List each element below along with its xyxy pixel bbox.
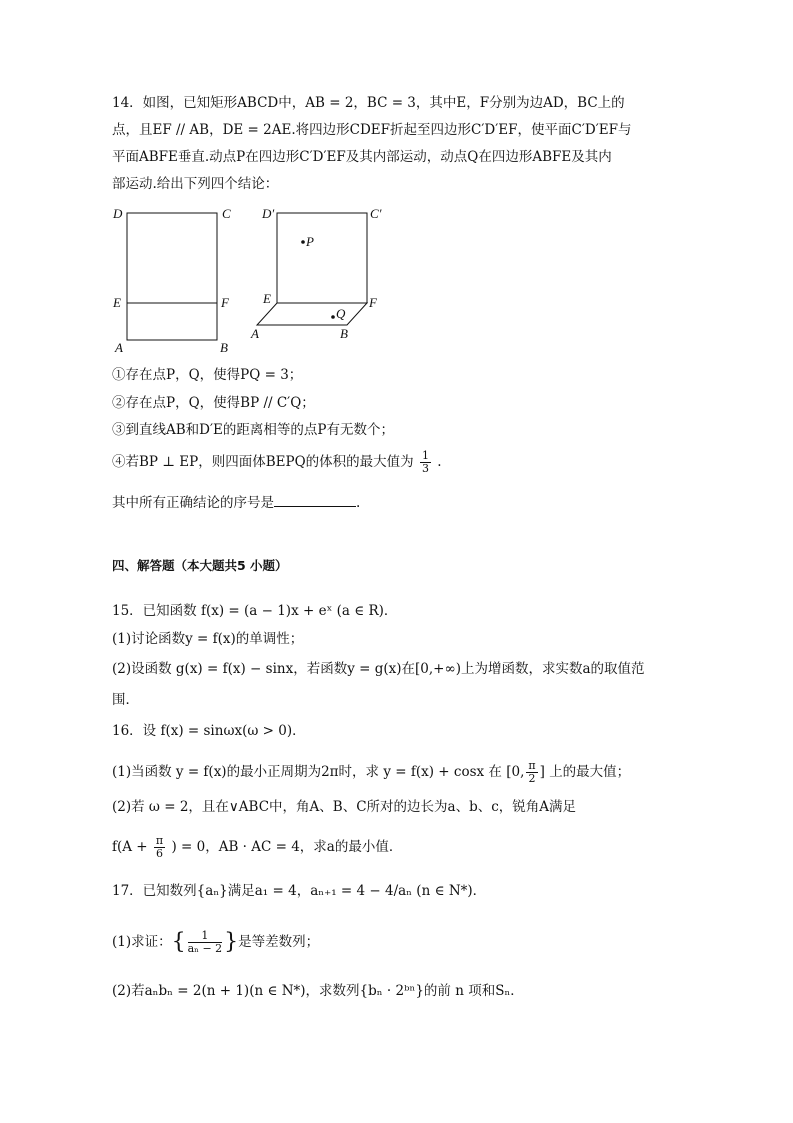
q16-l4-pre: f(A + <box>112 839 148 855</box>
label-a: A <box>115 340 123 355</box>
label-f-right: F <box>369 295 377 310</box>
q16-int-r: ] <box>539 764 545 780</box>
q16-line3: (2)若 ω = 2，且在∨ABC中，角A、B、C所对的边长为a、b、c，锐角A满足 <box>112 799 577 815</box>
label-d-prime: D′ <box>262 206 275 221</box>
fraction-pi-2 <box>526 760 537 785</box>
q15-line2: (1)讨论函数y = f(x)的单调性； <box>112 631 304 647</box>
brace-left: { <box>171 929 186 955</box>
frac-num: π <box>155 834 164 847</box>
label-b: B <box>220 340 228 355</box>
label-d: D <box>113 206 123 221</box>
q16-l2-pre: (1)当函数 y = f(x)的最小正周期为2π时，求 y = f(x) + cosx 在 <box>112 764 502 780</box>
q14-ask <box>112 492 360 513</box>
para-abfe <box>257 303 367 325</box>
label-e-right: E <box>263 291 271 306</box>
q14-line2: 点，且EF // AB，DE = 2AE.将四边形CDEF折起至四边形C′D′EF，使平面C′D′EF与 <box>112 122 632 138</box>
frac-den: 2 <box>528 772 536 785</box>
q17-line2 <box>112 930 319 955</box>
q16-line4 <box>112 835 402 860</box>
frac-num: π <box>528 759 536 772</box>
q16-l2-post: 上的最大值； <box>549 764 631 780</box>
label-a-right: A <box>251 326 259 341</box>
q14-figure <box>110 200 410 360</box>
label-b-right: B <box>340 326 348 341</box>
c4-text: ④若BP ⊥ EP，则四面体BEPQ的体积的最大值为 <box>112 454 414 470</box>
q14-conclusion-3: ③到直线AB和D′E的距离相等的点P有无数个； <box>112 422 394 438</box>
label-f: F <box>221 295 229 310</box>
q14-line3: 平面ABFE垂直.动点P在四边形C′D′EF及其内部运动，动点Q在四边形ABFE及其内 <box>112 149 612 165</box>
label-e: E <box>113 295 121 310</box>
frac-num: 1 <box>188 930 223 943</box>
point-q <box>331 315 335 319</box>
ask-end: . <box>356 495 361 511</box>
q14-line4: 部运动.给出下列四个结论： <box>112 176 279 192</box>
q17-line3: (2)若aₙbₙ = 2(n + 1)(n ∈ N*)，求数列{bₙ · 2ᵇⁿ}的前 n 项和Sₙ． <box>112 983 524 999</box>
q16-line2 <box>112 760 630 785</box>
q16-l4-post: ) = 0，AB · AC = 4，求a的最小值． <box>171 839 403 855</box>
q15-line4: 围． <box>112 692 139 708</box>
rect-cdef-folded <box>277 213 367 303</box>
q14-line1: 14．如图，已知矩形ABCD中，AB = 2，BC = 3，其中E，F分别为边AD，BC上的 <box>112 95 625 111</box>
frac-num: 1 <box>421 449 429 462</box>
q15-line3: (2)设函数 g(x) = f(x) − sinx，若函数y = g(x)在[0,+∞)上为增函数，求实数a的取值范 <box>112 661 645 677</box>
q14-conclusion-1: ①存在点P，Q，使得PQ = 3； <box>112 367 303 383</box>
section-title: 四、解答题（本大题共5 小题） <box>112 558 288 573</box>
label-c: C <box>222 206 231 221</box>
frac-den: aₙ − 2 <box>187 942 223 955</box>
label-q: Q <box>336 306 346 321</box>
label-p: P <box>306 234 314 249</box>
q17-l2-post: 是等差数列； <box>238 934 320 950</box>
brace-right: } <box>224 929 239 955</box>
q16-line1: 16．设 f(x) = sinωx(ω > 0)． <box>112 723 306 739</box>
ask-text: 其中所有正确结论的序号是 <box>112 495 274 511</box>
q15-line1: 15．已知函数 f(x) = (a − 1)x + eˣ (a ∈ R)． <box>112 603 398 619</box>
q14-conclusion-4 <box>112 450 442 475</box>
q17-l2-pre: (1)求证： <box>112 934 172 950</box>
frac-den: 6 <box>156 847 164 860</box>
answer-blank <box>274 492 356 507</box>
q14-conclusion-2: ②存在点P，Q，使得BP // C′Q； <box>112 395 315 411</box>
q17-line1: 17．已知数列{aₙ}满足a₁ = 4，aₙ₊₁ = 4 − 4/aₙ (n ∈ N*)． <box>112 883 487 899</box>
rect-abcd <box>127 213 217 340</box>
label-c-prime: C′ <box>370 206 382 221</box>
fraction-one-third <box>420 450 431 475</box>
frac-den: 3 <box>421 462 429 475</box>
fraction-pi-6 <box>154 835 165 860</box>
q16-int-l: [0, <box>506 764 525 780</box>
fraction-reciprocal <box>188 930 223 955</box>
c4-end: . <box>437 454 442 470</box>
point-p <box>301 240 305 244</box>
